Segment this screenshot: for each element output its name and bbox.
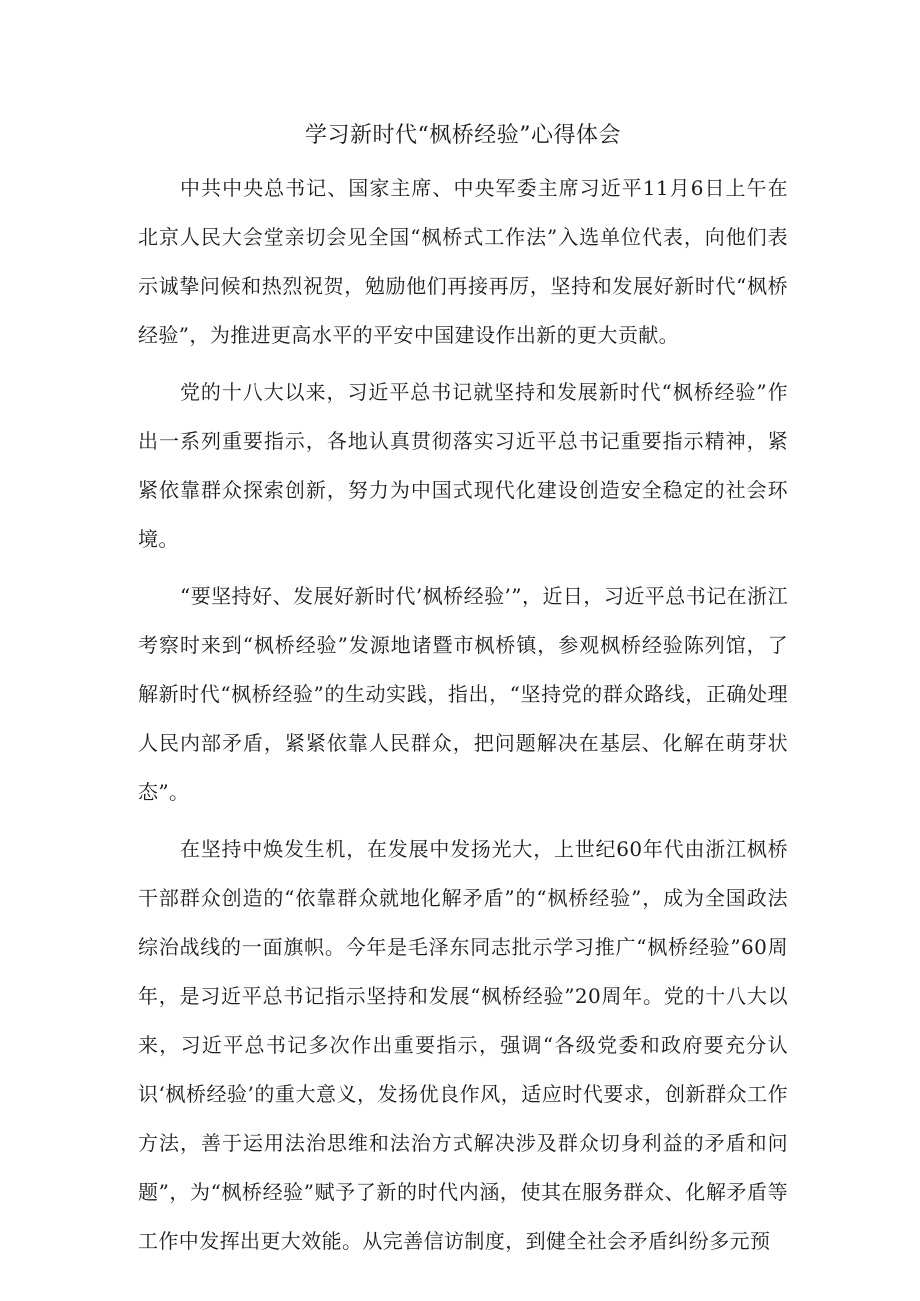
paragraph-3: “要坚持好、发展好新时代’枫桥经验’”，近日，习近平总书记在浙江考察时来到“枫桥经验”发源地诸暨市枫桥镇，参观枫桥经验陈列馆，了解新时代“枫桥经验”的生动实践，指出，“坚持党的群众路线，正确处理人民内部矛盾，紧紧依靠人民群众，把问题解决在基层、化解在萌芽状态”。 (138, 584, 788, 804)
document-title: 学习新时代“枫桥经验”心得体会 (305, 123, 621, 148)
paragraph-4: 在坚持中焕发生机，在发展中发扬光大，上世纪60年代由浙江枫桥干部群众创造的“依靠群众就地化解矛盾”的“枫桥经验”，成为全国政法综治战线的一面旗帜。今年是毛泽东同志批示学习推广“枫桥经验”60周年，是习近平总书记指示坚持和发展“枫桥经验”20周年。党的十八大以来，习近平总书记多次作出重要指示，强调“各级党委和政府要充分认识‘枫桥经验’的重大意义，发扬优良作风，适应时代要求，创新群众工作方法，善于运用法治思维和法治方式解决涉及群众切身利益的矛盾和问题”，为“枫桥经验”赋予了新的时代内涵，使其在服务群众、化解矛盾等工作中发挥出更大效能。从完善信访制度，到健全社会矛盾纠纷多元预 (138, 837, 788, 1253)
paragraph-1: 中共中央总书记、国家主席、中央军委主席习近平11月6日上午在北京人民大会堂亲切会见全国“枫桥式工作法”入选单位代表，向他们表示诚挚问候和热烈祝贺，勉励他们再接再厉，坚持和发展好新时代“枫桥经验”，为推进更高水平的平安中国建设作出新的更大贡献。 (138, 176, 788, 347)
document-page (138, 112, 788, 1274)
paragraph-2: 党的十八大以来，习近平总书记就坚持和发展新时代“枫桥经验”作出一系列重要指示，各地认真贯彻落实习近平总书记重要指示精神，紧紧依靠群众探索创新，努力为中国式现代化建设创造安全稳定的社会环境。 (138, 380, 788, 551)
